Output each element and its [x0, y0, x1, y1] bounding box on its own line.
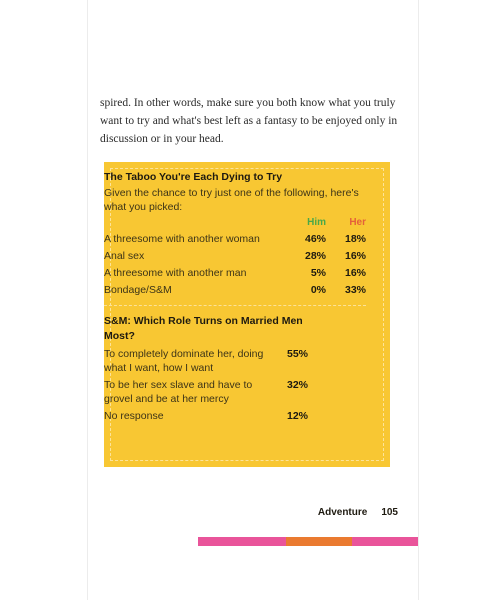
row-label: To completely dominate her, doing what I want, how I want — [104, 348, 264, 374]
row-value: 12% — [286, 410, 308, 422]
page-number: 105 — [381, 507, 398, 518]
row-value: 55% — [286, 348, 308, 360]
row-label: Bondage/S&M — [104, 284, 172, 296]
column-him: Him — [307, 217, 326, 228]
table-row — [104, 232, 366, 246]
book-page — [88, 0, 418, 600]
row-him: 28% — [304, 250, 326, 262]
row-label: A threesome with another woman — [104, 233, 260, 245]
row-label: A threesome with another man — [104, 267, 247, 279]
row-her: 33% — [344, 284, 366, 296]
table-row — [104, 347, 366, 375]
section2-title: S&M: Which Role Turns on Married Men Most? — [104, 315, 303, 342]
page-footer — [318, 507, 398, 518]
row-him: 0% — [310, 284, 326, 296]
column-her: Her — [349, 217, 366, 228]
section1-title: The Taboo You're Each Dying to Try — [104, 171, 283, 183]
column-headers — [104, 217, 366, 229]
table-row — [104, 378, 366, 406]
section1-intro: Given the chance to try just one of the following, here's what you picked: — [104, 187, 359, 213]
table-row — [104, 249, 366, 263]
section-divider — [104, 305, 366, 306]
row-her: 18% — [344, 233, 366, 245]
row-value: 32% — [286, 379, 308, 391]
row-her: 16% — [344, 267, 366, 279]
row-label: To be her sex slave and have to grovel and be at her mercy — [104, 379, 253, 405]
row-him: 5% — [310, 267, 326, 279]
row-him: 46% — [304, 233, 326, 245]
stripe-pink-2 — [352, 537, 418, 546]
table-row — [104, 409, 366, 423]
row-label: No response — [104, 410, 164, 422]
intro-paragraph: spired. In other words, make sure you both know what you truly want to try and what's best left as a fantasy to be enjoyed only in discussion or in your head. — [100, 97, 398, 145]
callout-content — [104, 170, 366, 423]
stripe-orange — [286, 537, 352, 546]
table-row — [104, 266, 366, 280]
stripe-pink — [198, 537, 286, 546]
footer-section-name: Adventure — [317, 507, 368, 518]
row-label: Anal sex — [104, 250, 145, 262]
table-row — [104, 283, 366, 297]
row-her: 16% — [344, 250, 366, 262]
color-stripes — [198, 537, 418, 546]
